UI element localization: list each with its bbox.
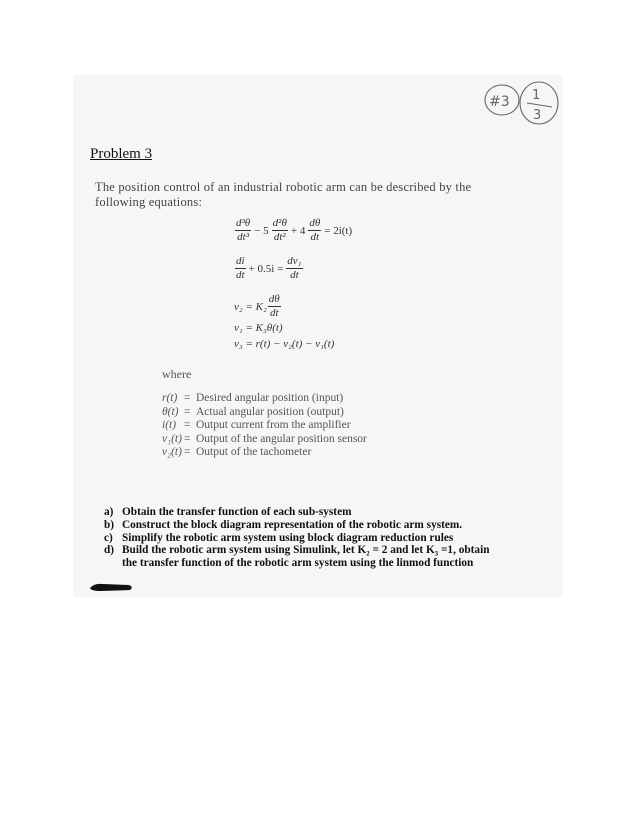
equation-1 [234, 218, 354, 243]
definition-row [162, 406, 502, 420]
fraction-denominator: dt² [273, 231, 286, 243]
question-letter: b) [104, 518, 115, 531]
fraction-numerator: d²θ [272, 217, 287, 229]
corner-number: #3 [489, 94, 510, 110]
definition-row [162, 419, 502, 433]
fraction [235, 218, 251, 243]
definition-symbol: v₁(t) [162, 432, 182, 445]
questions-list [104, 506, 494, 570]
where-label: where [162, 367, 192, 381]
fraction [235, 256, 246, 281]
handwritten-corner-mark [472, 75, 567, 130]
definition-row [162, 433, 502, 447]
question-text: Build the robotic arm system using Simulink, let K₂ = 2 and let K₃ =1, obtain the transfer function of the robotic arm system using the linmod function [122, 544, 490, 570]
equation-2 [234, 256, 304, 281]
fraction [308, 218, 321, 243]
fraction-numerator: dv₁ [287, 255, 302, 267]
definition-equals: = [184, 405, 191, 418]
fraction-denominator: dt [290, 269, 299, 281]
equation-3 [234, 294, 282, 319]
intro-paragraph: The position control of an industrial robotic arm can be described by the following equations: [95, 180, 472, 209]
fraction-denominator: dt [269, 307, 279, 319]
equation-4: v₁ = K₃θ(t) [234, 322, 283, 334]
operator: + 0.5i = [248, 262, 284, 275]
definition-equals: = [184, 446, 191, 458]
fraction-denominator: dt [310, 231, 320, 243]
equation-5: v₃ = r(t) − v₂(t) − v₁(t) [234, 338, 335, 350]
operator: − 5 [254, 224, 269, 237]
equation-rhs: = 2i(t) [324, 224, 353, 237]
question-item [104, 532, 494, 545]
definition-symbol: r(t) [162, 392, 178, 404]
definition-symbol: θ(t) [162, 405, 179, 418]
definition-symbol: v₂(t) [162, 446, 182, 458]
definition-equals: = [184, 432, 191, 445]
question-letter: d) [104, 544, 115, 557]
question-text: Construct the block diagram representation of the robotic arm system. [122, 518, 463, 531]
definitions-list [162, 392, 502, 460]
corner-fraction-denominator: 3 [533, 108, 542, 123]
fraction-numerator: di [236, 255, 245, 267]
definition-row [162, 446, 502, 460]
fraction [272, 218, 288, 243]
equation-block [234, 218, 434, 353]
fraction-denominator: dt [236, 269, 245, 281]
definition-text: Output current from the amplifier [196, 419, 351, 431]
question-letter: a) [104, 506, 114, 518]
definition-row [162, 392, 502, 406]
fraction-denominator: dt³ [237, 231, 250, 243]
fraction [268, 294, 281, 319]
definition-text: Actual angular position (output) [196, 405, 344, 418]
question-letter: c) [104, 531, 113, 544]
question-text: Obtain the transfer function of each sub-system [122, 506, 352, 518]
question-item [104, 506, 494, 519]
operator: + 4 [290, 224, 306, 237]
question-text: Simplify the robotic arm system using block diagram reduction rules [122, 531, 454, 544]
definition-equals: = [184, 419, 191, 431]
fraction-numerator: d³θ [236, 217, 251, 229]
fraction-numerator: dθ [268, 293, 280, 305]
fraction [286, 256, 302, 281]
fraction-numerator: dθ [309, 217, 321, 229]
corner-fraction-numerator: 1 [532, 88, 541, 103]
problem-title: Problem 3 [90, 146, 153, 162]
question-item [104, 544, 494, 570]
question-item [104, 519, 494, 532]
definition-equals: = [184, 392, 191, 404]
definition-text: Output of the tachometer [196, 446, 312, 458]
definition-text: Desired angular position (input) [196, 392, 344, 404]
definition-text: Output of the angular position sensor [196, 432, 367, 445]
definition-symbol: i(t) [162, 419, 177, 431]
equation-lhs: v₂ = K₂ [234, 300, 267, 313]
redaction-mark [89, 582, 134, 592]
